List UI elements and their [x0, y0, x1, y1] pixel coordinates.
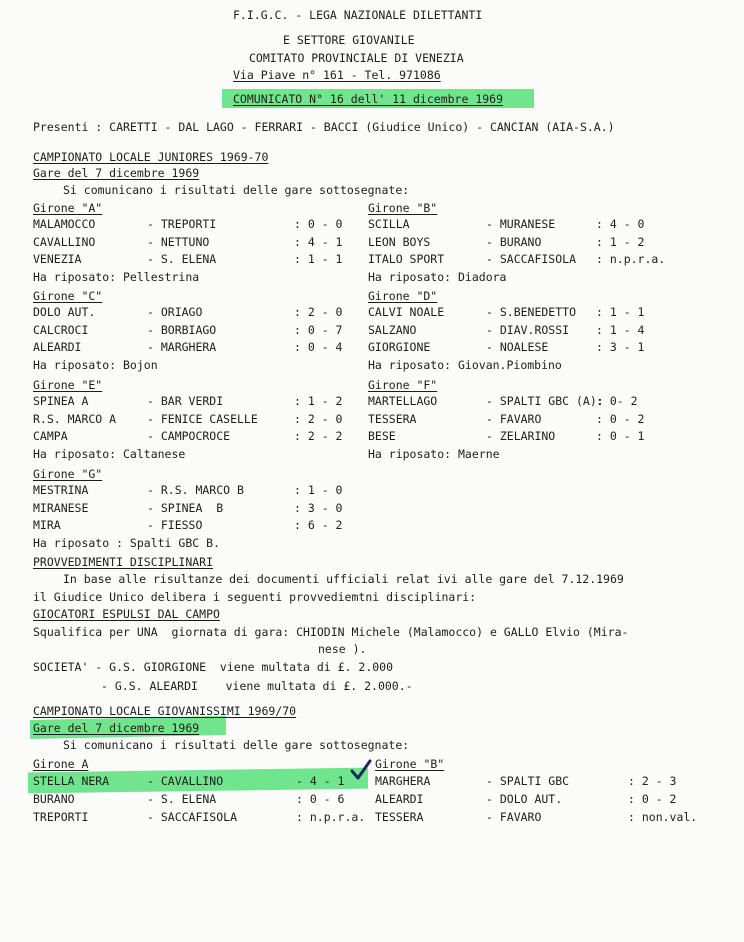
provvedimenti-p2: il Giudice Unico delibera i seguenti provvediemtni disciplinari:	[33, 590, 477, 604]
girone-title: Girone "G"	[33, 467, 103, 481]
match-score: : 2 - 0	[294, 411, 343, 426]
match-away-team: - ORIAGO	[147, 305, 203, 319]
girone-title: Girone "B"	[368, 201, 438, 215]
match-score: : 0- 2	[596, 394, 638, 408]
match-away-team: - MURANESE	[486, 217, 556, 231]
match-away-team: - SPALTI GBC	[486, 774, 570, 788]
match-score: : 0 - 2	[628, 792, 677, 806]
match-away-team: - R.S. MARCO B	[147, 483, 244, 497]
girone-title: Girone "D"	[368, 289, 438, 303]
match-score: : 4 - 1	[294, 234, 343, 249]
match-home-team: GIORGIONE	[368, 340, 431, 354]
match-home-team: MESTRINA	[33, 483, 89, 497]
match-home-team: MARGHERA	[375, 774, 431, 788]
match-home-team: CAMPA	[33, 429, 68, 443]
match-score: : 4 - 0	[596, 217, 645, 231]
match-home-team: ITALO SPORT	[368, 252, 445, 266]
match-score: : 0 - 2	[596, 411, 645, 426]
match-score: : 0 - 6	[296, 792, 345, 806]
riposato-text: Ha riposato: Caltanese	[33, 446, 186, 461]
match-score: : non.val.	[628, 810, 698, 824]
match-score: : 6 - 2	[294, 518, 343, 532]
match-away-team: - BURANO	[486, 234, 542, 249]
match-score: : 2 - 3	[628, 774, 677, 788]
match-score: : 1 - 1	[294, 252, 343, 266]
girone-title: Girone "F"	[368, 378, 438, 392]
societa-aleardi: - G.S. ALEARDI viene multata di £. 2.000.-	[101, 679, 413, 693]
squalifica-text: Squalifica per UNA giornata di gara: CHIODIN Michele (Malamocco) e GALLO Elvio (Mira-	[33, 625, 629, 639]
match-away-team: - TREPORTI	[147, 217, 217, 231]
provvedimenti-p1: In base alle risultanze dei documenti ufficiali relat ivi alle gare del 7.12.1969	[63, 572, 624, 586]
riposato-text: Ha riposato : Spalti GBC B.	[33, 535, 220, 550]
girone-title: Girone "E"	[33, 378, 103, 392]
match-score: : 0 - 4	[294, 340, 343, 354]
match-away-team: - ZELARINO	[486, 429, 556, 443]
match-score: : 0 - 0	[294, 217, 343, 231]
match-score: : 3 - 0	[294, 500, 343, 515]
match-home-team: LEON BOYS	[368, 234, 431, 249]
match-score: : 1 - 1	[596, 305, 645, 319]
match-away-team: - FAVARO	[486, 810, 542, 824]
riposato-text: Ha riposato: Pellestrina	[33, 269, 200, 284]
match-home-team: SCILLA	[368, 217, 410, 231]
match-score: : 1 - 4	[596, 322, 645, 337]
match-away-team: - NOALESE	[486, 340, 549, 354]
match-home-team: SALZANO	[368, 322, 417, 337]
match-home-team: CAVALLINO	[33, 234, 96, 249]
match-away-team: - SACCAFISOLA	[147, 810, 238, 824]
riposato-text: Ha riposato: Bojon	[33, 357, 158, 372]
header-line3: COMITATO PROVINCIALE DI VENEZIA	[249, 51, 464, 65]
header-line1: F.I.G.C. - LEGA NAZIONALE DILETTANTI	[233, 8, 483, 22]
match-away-team: - SPINEA B	[147, 500, 224, 515]
match-score: : 1 - 0	[294, 483, 343, 497]
giovanissimi-title: CAMPIONATO LOCALE GIOVANISSIMI 1969/70	[33, 704, 297, 718]
match-score: : 0 - 7	[294, 322, 343, 337]
match-home-team: TESSERA	[375, 810, 424, 824]
match-home-team: SPINEA A	[33, 394, 89, 408]
match-score: : 0 - 1	[596, 429, 645, 443]
match-home-team: MIRANESE	[33, 500, 89, 515]
match-score: - 4 - 1	[296, 774, 345, 788]
match-home-team: CALCROCI	[33, 322, 89, 337]
match-away-team: - SPALTI GBC (A):	[486, 394, 604, 408]
match-home-team: DOLO AUT.	[33, 305, 96, 319]
juniores-title: CAMPIONATO LOCALE JUNIORES 1969-70	[33, 150, 269, 164]
match-away-team: - CAVALLINO	[147, 774, 224, 788]
giovanissimi-intro: Si comunicano i risultati delle gare sottosegnate:	[63, 738, 410, 752]
match-away-team: - DOLO AUT.	[486, 792, 563, 806]
squalifica-cont: nese ).	[318, 642, 367, 656]
match-away-team: - SACCAFISOLA	[486, 252, 577, 266]
match-away-team: - BORBIAGO	[147, 322, 217, 337]
match-away-team: - DIAV.ROSSI	[486, 322, 570, 337]
match-away-team: - BAR VERDI	[147, 394, 224, 408]
girone-title: Girone "C"	[33, 289, 103, 303]
riposato-text: Ha riposato: Giovan.Piombino	[368, 357, 562, 372]
provvedimenti-title: PROVVEDIMENTI DISCIPLINARI	[33, 555, 214, 569]
match-away-team: - S. ELENA	[147, 792, 217, 806]
match-score: : 3 - 1	[596, 340, 645, 354]
match-away-team: - S. ELENA	[147, 252, 217, 266]
match-away-team: - FAVARO	[486, 411, 542, 426]
match-home-team: ALEARDI	[33, 340, 82, 354]
comunicato-title: COMUNICATO N° 16 dell' 11 dicembre 1969	[233, 92, 504, 106]
match-home-team: STELLA NERA	[33, 774, 110, 788]
match-home-team: R.S. MARCO A	[33, 411, 117, 426]
societa-giorgione: SOCIETA' - G.S. GIORGIONE viene multata di £. 2.000	[33, 660, 394, 674]
match-home-team: VENEZIA	[33, 252, 82, 266]
juniores-intro: Si comunicano i risultati delle gare sottosegnate:	[63, 183, 410, 197]
match-score: : 2 - 0	[294, 305, 343, 319]
match-home-team: ALEARDI	[375, 792, 424, 806]
match-score: : 2 - 2	[294, 429, 343, 443]
match-home-team: CALVI NOALE	[368, 305, 445, 319]
match-away-team: - NETTUNO	[147, 234, 210, 249]
match-away-team: - MARGHERA	[147, 340, 217, 354]
match-home-team: TREPORTI	[33, 810, 89, 824]
riposato-text: Ha riposato: Maerne	[368, 446, 500, 461]
header-line2: E SETTORE GIOVANILE	[283, 33, 415, 47]
match-away-team: - S.BENEDETTO	[486, 305, 577, 319]
giovanissimi-date: Gare del 7 dicembre 1969	[33, 721, 200, 735]
giov-girone-a-title: Girone A	[33, 757, 89, 771]
match-score: : n.p.r.a.	[596, 252, 666, 266]
girone-title: Girone "A"	[33, 201, 103, 215]
riposato-text: Ha riposato: Diadora	[368, 269, 507, 284]
espulsi-title: GIOCATORI ESPULSI DAL CAMPO	[33, 607, 220, 621]
presenti: Presenti : CARETTI - DAL LAGO - FERRARI - BACCI (Giudice Unico) - CANCIAN (AIA-S.A.)	[33, 120, 615, 134]
header-address: Via Piave n° 161 - Tel. 971086	[233, 68, 441, 82]
match-away-team: - FIESSO	[147, 518, 203, 532]
match-score: : 1 - 2	[596, 234, 645, 249]
match-away-team: - FENICE CASELLE	[147, 411, 258, 426]
match-score: : 1 - 2	[294, 394, 343, 408]
juniores-date: Gare del 7 dicembre 1969	[33, 166, 200, 180]
match-home-team: BESE	[368, 429, 396, 443]
match-home-team: MALAMOCCO	[33, 217, 96, 231]
match-score: : n.p.r.a.	[296, 810, 366, 824]
checkmark-icon	[350, 759, 372, 781]
match-home-team: BURANO	[33, 792, 75, 806]
match-home-team: MARTELLAGO	[368, 394, 438, 408]
match-home-team: TESSERA	[368, 411, 417, 426]
match-away-team: - CAMPOCROCE	[147, 429, 231, 443]
match-home-team: MIRA	[33, 518, 61, 532]
giov-girone-b-title: Girone "B"	[375, 757, 445, 771]
